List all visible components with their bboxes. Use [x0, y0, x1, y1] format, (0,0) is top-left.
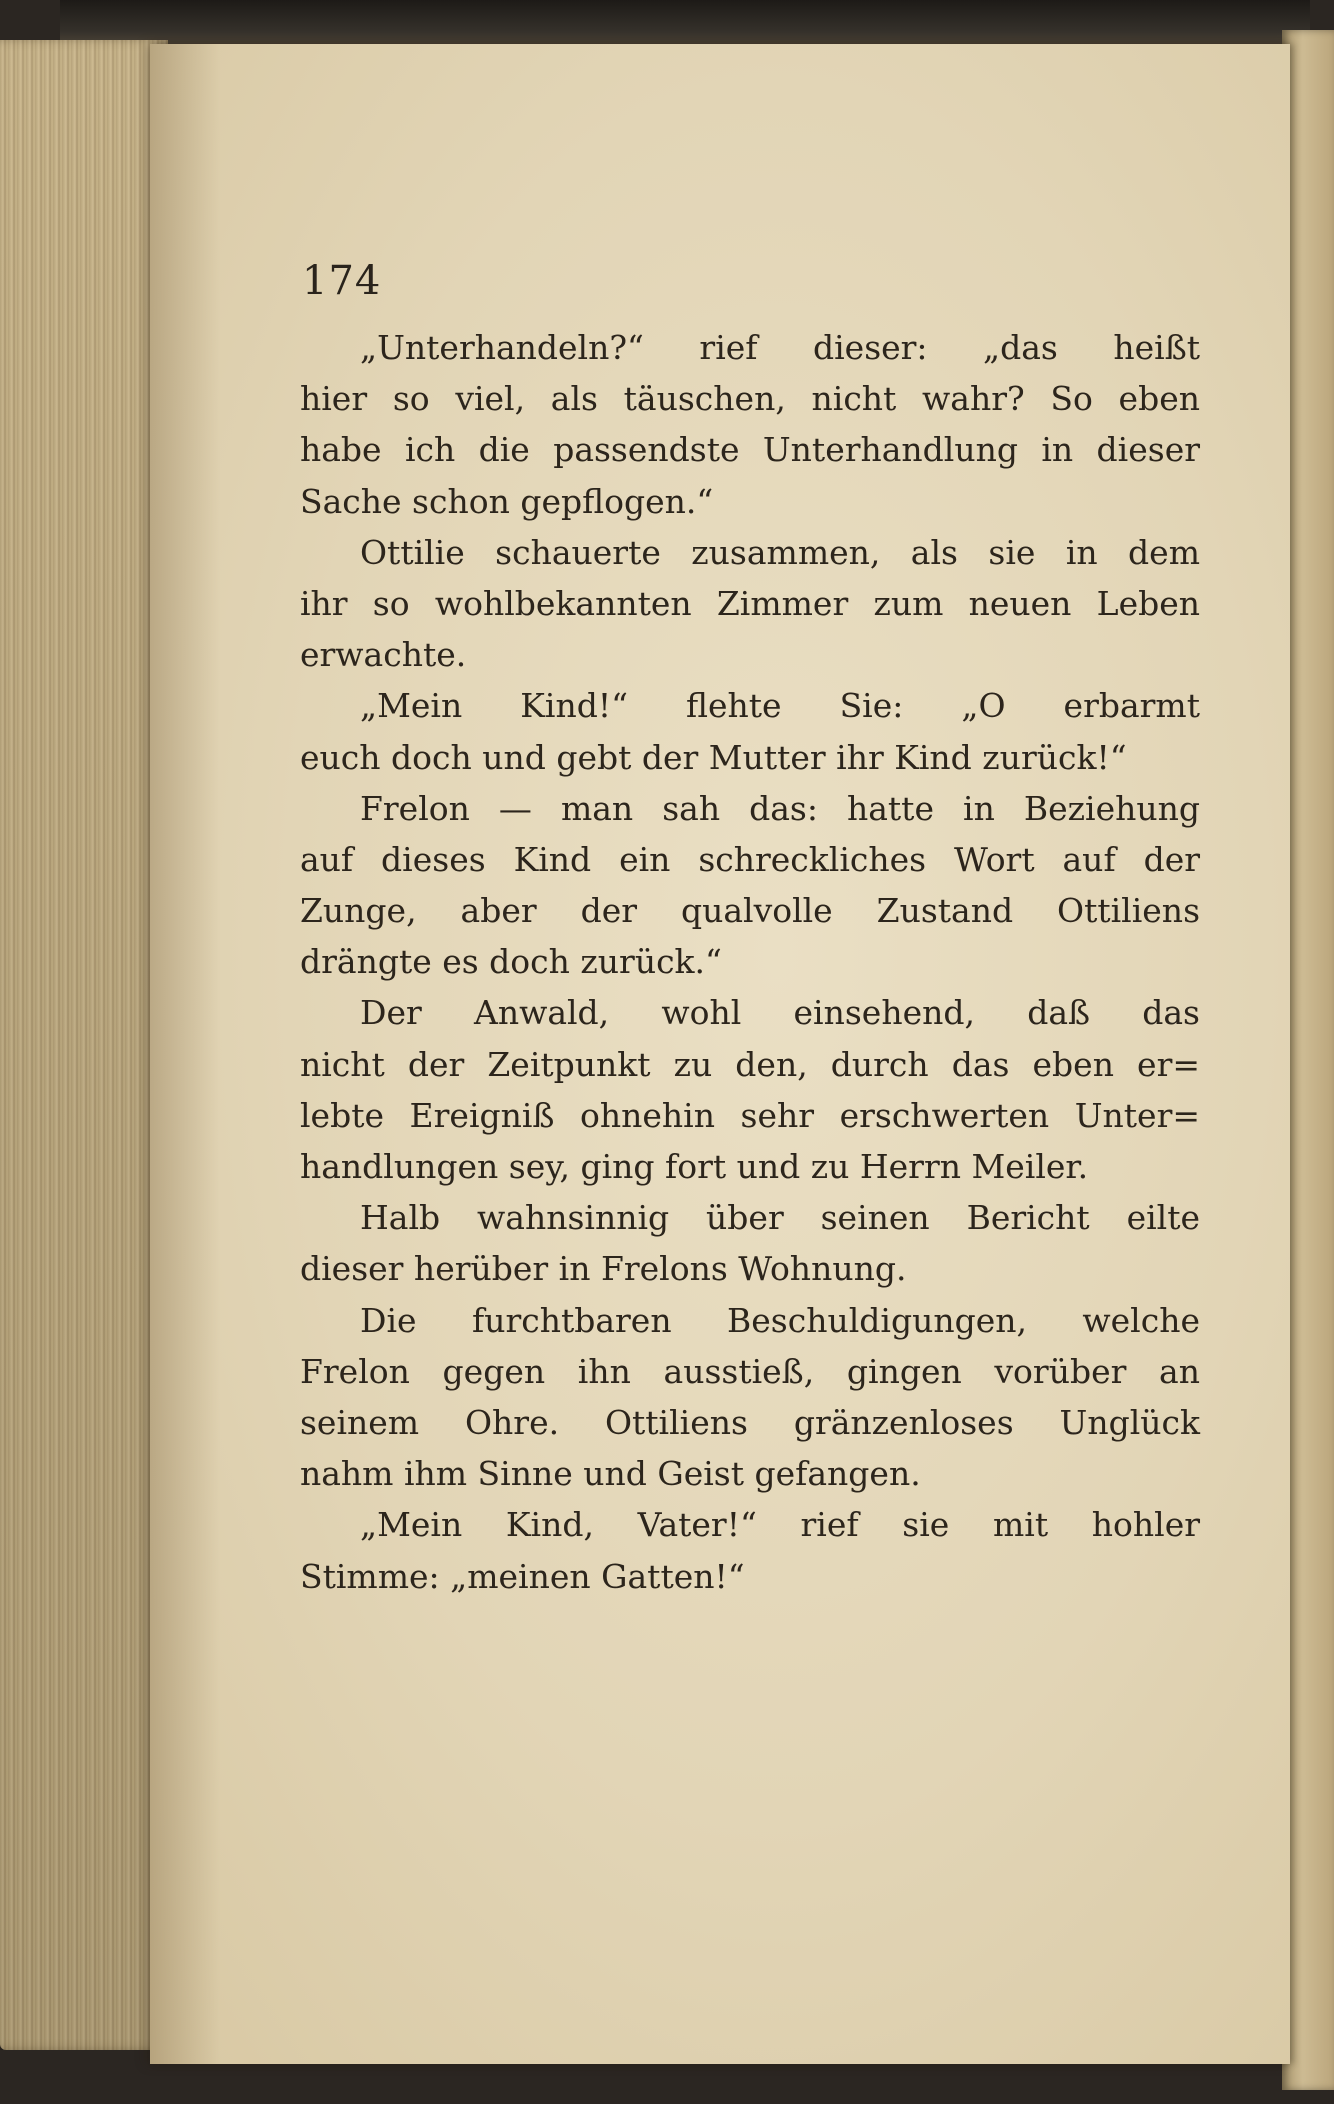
text-line: auf dieses Kind ein schreckliches Wort auf der	[300, 839, 1200, 879]
book-cover-edge	[60, 0, 1310, 44]
text-line: Halb wahnsinnig über seinen Bericht eilte	[360, 1198, 1200, 1238]
text-line: „Unterhandeln?“ rief dieser: „das heißt	[360, 328, 1200, 367]
text-line: nicht der Zeitpunkt zu den, durch das eben er=	[300, 1044, 1200, 1084]
text-line: Sache schon gepflogen.“	[300, 481, 714, 521]
text-line: Zunge, aber der qualvolle Zustand Ottiliens	[300, 891, 1200, 931]
text-line: seinem Ohre. Ottiliens gränzenloses Unglück	[300, 1402, 1200, 1442]
text-line: „Mein Kind!“ flehte Sie: „O erbarmt	[360, 686, 1200, 726]
text-line: hier so viel, als täuschen, nicht wahr? So eben	[300, 379, 1200, 419]
page-number: 174	[302, 258, 382, 304]
text-line: Ottilie schauerte zusammen, als sie in dem	[360, 532, 1200, 572]
text-line: erwachte.	[300, 635, 467, 675]
text-line: ihr so wohlbekannten Zimmer zum neuen Leben	[300, 583, 1200, 623]
text-line: euch doch und gebt der Mutter ihr Kind zurück!“	[300, 737, 1127, 777]
body-text	[300, 322, 1200, 1602]
text-line: drängte es doch zurück.“	[300, 942, 722, 982]
text-line: Frelon — man sah das: hatte in Beziehung	[360, 788, 1200, 828]
text-line: dieser herüber in Frelons Wohnung.	[300, 1249, 907, 1289]
text-line: Die furchtbaren Beschuldigungen, welche	[360, 1300, 1200, 1340]
text-line: handlungen sey, ging fort und zu Herrn Meiler.	[300, 1147, 1089, 1186]
page-edges	[0, 40, 168, 2050]
text-line: „Mein Kind, Vater!“ rief sie mit hohler	[360, 1505, 1200, 1545]
text-line: habe ich die passendste Unterhandlung in dieser	[300, 430, 1200, 470]
text-line: Stimme: „meinen Gatten!“	[300, 1556, 745, 1596]
text-line: lebte Ereigniß ohnehin sehr erschwerten Unter=	[300, 1095, 1200, 1135]
text-line: nahm ihm Sinne und Geist gefangen.	[300, 1454, 921, 1494]
text-line: Frelon gegen ihn ausstieß, gingen vorüber an	[300, 1351, 1200, 1391]
text-line: Der Anwald, wohl einsehend, daß das	[360, 993, 1200, 1033]
